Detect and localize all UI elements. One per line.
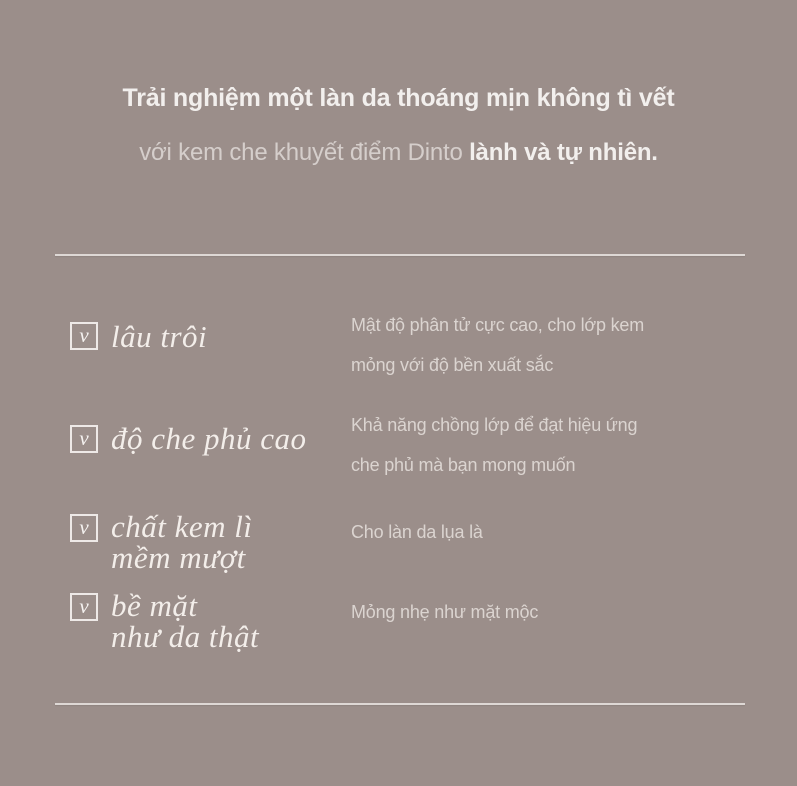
label-line: lâu trôi: [111, 319, 208, 354]
checkmark-icon: [70, 593, 98, 621]
heading-line-1: Trải nghiệm một làn da thoáng mịn không tì vết: [122, 84, 675, 112]
feature-description: [351, 592, 681, 632]
heading-line-2-regular: với kem che khuyết điểm Dinto: [139, 139, 470, 166]
feature-label-do-che-phu-cao: [111, 423, 341, 454]
description-line: Cho làn da lụa là: [351, 522, 483, 542]
description-line: mỏng với độ bền xuất sắc: [351, 355, 554, 375]
description-line: Khả năng chồng lớp để đạt hiệu ứng: [351, 415, 638, 435]
feature-label-be-mat: [111, 590, 341, 652]
check-glyph: ν: [79, 322, 89, 347]
label-line: như da thật: [111, 619, 260, 654]
feature-description: [351, 305, 681, 385]
checkmark-icon: [70, 514, 98, 542]
label-line: bề mặt: [111, 588, 198, 623]
check-glyph: ν: [79, 593, 89, 618]
description-line: che phủ mà bạn mong muốn: [351, 455, 576, 475]
feature-label-lau-troi: [111, 321, 341, 352]
heading-line-2: [0, 139, 797, 167]
label-line: mềm mượt: [111, 540, 246, 575]
heading-line-2-bold: lành và tự nhiên.: [469, 139, 658, 166]
checkmark-icon: [70, 322, 98, 350]
check-glyph: ν: [79, 425, 89, 450]
label-line: chất kem lì: [111, 509, 253, 544]
label-line: độ che phủ cao: [111, 421, 307, 456]
description-line: Mỏng nhẹ như mặt mộc: [351, 602, 539, 622]
feature-label-chat-kem-li: [111, 511, 341, 573]
check-glyph: ν: [79, 514, 89, 539]
feature-description: [351, 405, 681, 485]
top-divider: [55, 254, 745, 256]
feature-description: [351, 512, 681, 552]
description-line: Mật độ phân tử cực cao, cho lớp kem: [351, 315, 645, 335]
bottom-divider: [55, 703, 745, 705]
checkmark-icon: [70, 425, 98, 453]
